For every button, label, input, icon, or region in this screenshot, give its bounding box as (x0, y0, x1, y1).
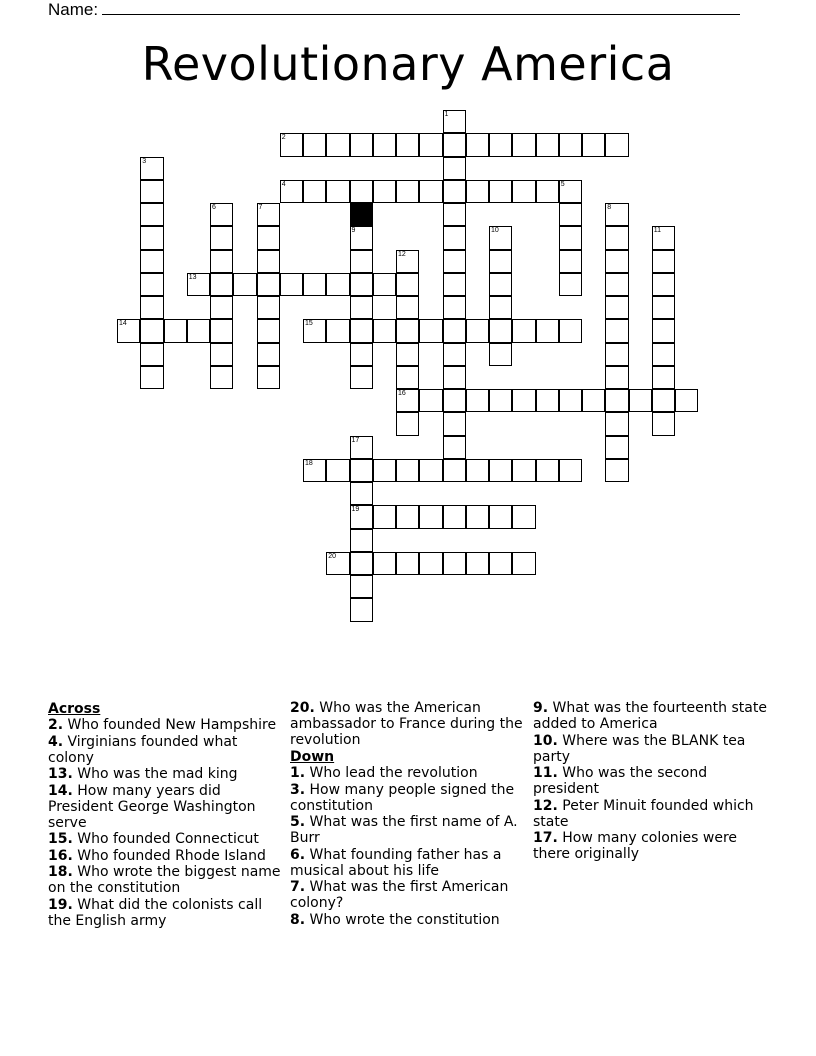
crossword-cell[interactable] (419, 389, 442, 412)
clue-number: 15. (48, 831, 73, 847)
crossword-cell[interactable] (559, 203, 582, 226)
crossword-cell[interactable] (652, 389, 675, 412)
crossword-cell[interactable] (536, 389, 559, 412)
crossword-cell[interactable] (489, 552, 512, 575)
crossword-cell[interactable] (326, 552, 349, 575)
clue-text: 13. Who was the mad king (48, 766, 238, 782)
crossword-cell[interactable] (396, 505, 419, 528)
clue-text: 14. How many years did President George Washington serve (48, 782, 256, 831)
clue-number: 18. (48, 864, 73, 880)
crossword-cell[interactable] (489, 273, 512, 296)
clue-number: 20 (328, 552, 337, 560)
crossword-cell[interactable] (489, 319, 512, 342)
crossword-cell[interactable] (489, 133, 512, 156)
crossword-cell[interactable] (419, 505, 442, 528)
crossword-cell[interactable] (489, 180, 512, 203)
crossword-cell[interactable] (350, 180, 373, 203)
clue-text: 15. Who founded Connecticut (48, 831, 259, 847)
crossword-cell[interactable] (210, 366, 233, 389)
crossword-cell[interactable] (605, 250, 628, 273)
crossword-cell[interactable] (443, 133, 466, 156)
crossword-cell[interactable] (373, 319, 396, 342)
crossword-cell[interactable] (396, 366, 419, 389)
crossword-cell[interactable] (512, 180, 535, 203)
clues-column-3 (533, 700, 768, 863)
clue-number: 5. (290, 814, 306, 830)
crossword-cell[interactable] (373, 273, 396, 296)
crossword-cell[interactable] (652, 319, 675, 342)
crossword-cell[interactable] (605, 296, 628, 319)
crossword-cell[interactable] (373, 459, 396, 482)
clue-number: 9. (533, 700, 549, 716)
crossword-cell[interactable] (350, 296, 373, 319)
clue-text: 12. Peter Minuit founded which state (533, 797, 754, 830)
crossword-cell[interactable] (512, 319, 535, 342)
crossword-cell[interactable] (559, 133, 582, 156)
crossword-cell[interactable] (466, 319, 489, 342)
crossword-cell[interactable] (559, 180, 582, 203)
crossword-cell[interactable] (280, 273, 303, 296)
crossword-cell[interactable] (443, 250, 466, 273)
clue-number: 19 (351, 506, 360, 514)
crossword-cell[interactable] (350, 552, 373, 575)
crossword-cell[interactable] (652, 226, 675, 249)
crossword-cell[interactable] (443, 203, 466, 226)
clue-text: 8. Who wrote the constitution (290, 911, 500, 928)
clue-text: 3. How many people signed the constitution (290, 781, 515, 814)
clues-column-2 (290, 700, 525, 928)
clue-number: 16. (48, 847, 73, 864)
crossword-cell[interactable] (373, 133, 396, 156)
crossword-cell[interactable] (326, 133, 349, 156)
crossword-cell[interactable] (652, 250, 675, 273)
crossword-cell[interactable] (443, 226, 466, 249)
crossword-cell[interactable] (210, 203, 233, 226)
crossword-cell[interactable] (396, 296, 419, 319)
crossword-cell[interactable] (443, 505, 466, 528)
crossword-cell[interactable] (350, 343, 373, 366)
clue-number: 17. (533, 830, 558, 846)
crossword-cell[interactable] (443, 459, 466, 482)
crossword-cell[interactable] (396, 133, 419, 156)
crossword-cell[interactable] (443, 389, 466, 412)
crossword-cell[interactable] (187, 273, 210, 296)
crossword-cell[interactable] (443, 273, 466, 296)
crossword-cell[interactable] (350, 598, 373, 621)
clue-text: 7. What was the first American colony? (290, 879, 509, 911)
crossword-cell[interactable] (350, 436, 373, 459)
clue-number: 12. (533, 797, 558, 814)
crossword-cell[interactable] (512, 133, 535, 156)
clue-text: 2. Who founded New Hampshire (48, 717, 277, 733)
crossword-cell[interactable] (350, 273, 373, 296)
crossword-cell[interactable] (140, 343, 163, 366)
crossword-cell[interactable] (652, 412, 675, 435)
crossword-cell[interactable] (326, 180, 349, 203)
clue-section-heading: Down (290, 749, 335, 765)
crossword-cell[interactable] (257, 366, 280, 389)
crossword-cell[interactable] (675, 389, 698, 412)
crossword-cell[interactable] (559, 319, 582, 342)
crossword-cell[interactable] (605, 412, 628, 435)
crossword-cell[interactable] (257, 343, 280, 366)
clue-number: 6 (212, 204, 216, 211)
clue-text: 9. What was the fourteenth state added to America (533, 700, 767, 732)
crossword-cell[interactable] (466, 552, 489, 575)
crossword-cell[interactable] (396, 389, 419, 412)
black-square (350, 203, 373, 226)
crossword-cell[interactable] (489, 296, 512, 319)
crossword-cell[interactable] (489, 389, 512, 412)
crossword-cell[interactable] (233, 273, 256, 296)
crossword-cell[interactable] (419, 319, 442, 342)
crossword-cell[interactable] (605, 366, 628, 389)
crossword-cell[interactable] (629, 389, 652, 412)
name-label: Name: (48, 0, 99, 19)
crossword-cell[interactable] (466, 505, 489, 528)
clue-number: 18 (305, 459, 313, 467)
crossword-cell[interactable] (466, 180, 489, 203)
crossword-cell[interactable] (303, 273, 326, 296)
crossword-cell[interactable] (605, 389, 628, 412)
crossword-cell[interactable] (443, 180, 466, 203)
clue-text: 1. Who lead the revolution (290, 765, 478, 781)
crossword-cell[interactable] (605, 226, 628, 249)
crossword-cell[interactable] (303, 133, 326, 156)
crossword-cell[interactable] (443, 319, 466, 342)
clue-number: 20. (290, 700, 315, 716)
crossword-cell[interactable] (419, 552, 442, 575)
clue-number: 1. (290, 765, 306, 781)
clue-section-heading: Across (48, 701, 101, 717)
crossword-cell[interactable] (559, 459, 582, 482)
crossword-cell[interactable] (210, 319, 233, 342)
crossword-cell[interactable] (559, 273, 582, 296)
crossword-cell[interactable] (582, 389, 605, 412)
clue-number: 16 (398, 390, 406, 397)
clue-text: 20. Who was the American ambassador to France during the revolution (290, 700, 523, 748)
crossword-cell[interactable] (350, 133, 373, 156)
crossword-cell[interactable] (210, 273, 233, 296)
crossword-cell[interactable] (489, 459, 512, 482)
clue-text: 11. Who was the second president (533, 765, 708, 797)
clue-text: 10. Where was the BLANK tea party (533, 732, 746, 765)
crossword-cell[interactable] (257, 226, 280, 249)
crossword-cell[interactable] (605, 203, 628, 226)
crossword-cell[interactable] (303, 319, 326, 342)
crossword-cell[interactable] (303, 180, 326, 203)
crossword-cell[interactable] (117, 319, 140, 342)
clue-number: 10 (491, 227, 499, 235)
crossword-cell[interactable] (536, 180, 559, 203)
clue-number: 13 (188, 273, 197, 281)
clue-number: 12 (398, 250, 406, 258)
crossword-cell[interactable] (559, 389, 582, 412)
crossword-cell[interactable] (210, 343, 233, 366)
clue-text: 4. Virginians founded what colony (48, 733, 238, 766)
crossword-cell[interactable] (396, 412, 419, 435)
crossword-cell[interactable] (280, 133, 303, 156)
crossword-cell[interactable] (489, 226, 512, 249)
crossword-cell[interactable] (350, 482, 373, 505)
crossword-cell[interactable] (536, 133, 559, 156)
clue-number: 11 (653, 227, 662, 235)
crossword-cell[interactable] (326, 459, 349, 482)
crossword-cell[interactable] (605, 459, 628, 482)
crossword-cell[interactable] (140, 203, 163, 226)
crossword-cell[interactable] (350, 250, 373, 273)
clue-number: 15 (305, 320, 313, 328)
crossword-cell[interactable] (210, 250, 233, 273)
clue-number: 4 (281, 180, 286, 188)
crossword-cell[interactable] (210, 226, 233, 249)
clue-number: 10. (533, 732, 558, 749)
crossword-cell[interactable] (257, 319, 280, 342)
crossword-cell[interactable] (257, 296, 280, 319)
clue-number: 8. (290, 911, 306, 928)
crossword-cell[interactable] (140, 296, 163, 319)
crossword-cell[interactable] (605, 436, 628, 459)
clue-text: 18. Who wrote the biggest name on the constitution (48, 864, 281, 896)
crossword-cell[interactable] (419, 133, 442, 156)
crossword-cell[interactable] (489, 250, 512, 273)
crossword-cell[interactable] (350, 529, 373, 552)
clue-number: 11. (533, 765, 558, 781)
clue-number: 14. (48, 782, 73, 799)
clue-number: 17 (351, 436, 360, 444)
crossword-cell[interactable] (396, 319, 419, 342)
crossword-cell[interactable] (396, 459, 419, 482)
crossword-cell[interactable] (210, 296, 233, 319)
crossword-cell[interactable] (373, 552, 396, 575)
crossword-cell[interactable] (419, 180, 442, 203)
clues-column-1 (48, 700, 283, 929)
crossword-cell[interactable] (350, 366, 373, 389)
crossword-cell[interactable] (280, 180, 303, 203)
crossword-cell[interactable] (396, 552, 419, 575)
crossword-cell[interactable] (187, 319, 210, 342)
crossword-cell[interactable] (350, 226, 373, 249)
crossword-cell[interactable] (140, 366, 163, 389)
crossword-cell[interactable] (582, 133, 605, 156)
crossword-cell[interactable] (512, 552, 535, 575)
crossword-cell[interactable] (140, 226, 163, 249)
crossword-cell[interactable] (140, 180, 163, 203)
crossword-cell[interactable] (326, 273, 349, 296)
crossword-cell[interactable] (350, 575, 373, 598)
crossword-cell[interactable] (489, 343, 512, 366)
crossword-cell[interactable] (605, 343, 628, 366)
clue-number: 9 (351, 227, 356, 235)
crossword-cell[interactable] (652, 366, 675, 389)
crossword-cell[interactable] (443, 436, 466, 459)
crossword-cell[interactable] (443, 343, 466, 366)
crossword-cell[interactable] (536, 459, 559, 482)
crossword-cell[interactable] (396, 273, 419, 296)
crossword-cell[interactable] (257, 250, 280, 273)
clue-number: 3. (290, 781, 306, 798)
crossword-cell[interactable] (140, 157, 163, 180)
crossword-cell[interactable] (396, 343, 419, 366)
crossword-cell[interactable] (140, 273, 163, 296)
crossword-cell[interactable] (605, 319, 628, 342)
crossword-cell[interactable] (559, 226, 582, 249)
clue-number: 8 (607, 204, 612, 211)
crossword-cell[interactable] (303, 459, 326, 482)
clue-text: 17. How many colonies were there originally (533, 830, 738, 862)
clue-number: 2 (281, 134, 286, 142)
crossword-cell[interactable] (605, 273, 628, 296)
clue-number: 3 (142, 157, 147, 165)
crossword-cell[interactable] (466, 389, 489, 412)
crossword-cell[interactable] (512, 505, 535, 528)
crossword-cell[interactable] (652, 343, 675, 366)
clue-number: 19. (48, 896, 73, 913)
crossword-cell[interactable] (350, 505, 373, 528)
crossword-cell[interactable] (512, 459, 535, 482)
crossword-cell[interactable] (489, 505, 512, 528)
crossword-cell[interactable] (257, 273, 280, 296)
crossword-cell[interactable] (326, 319, 349, 342)
clue-text: 5. What was the first name of A. Burr (290, 814, 518, 846)
crossword-cell[interactable] (443, 552, 466, 575)
clue-number: 7 (258, 204, 263, 211)
clue-number: 2. (48, 717, 64, 733)
crossword-cell[interactable] (605, 133, 628, 156)
crossword-cell[interactable] (350, 319, 373, 342)
clue-number: 4. (48, 733, 64, 750)
crossword-cell[interactable] (559, 250, 582, 273)
crossword-cell[interactable] (257, 203, 280, 226)
crossword-cell[interactable] (350, 459, 373, 482)
crossword-cell[interactable] (140, 250, 163, 273)
page-title: Revolutionary America (141, 37, 675, 91)
crossword-cell[interactable] (652, 296, 675, 319)
clue-number: 13. (48, 766, 73, 782)
clue-number: 1 (444, 111, 449, 118)
crossword-cell[interactable] (140, 319, 163, 342)
crossword-cell[interactable] (396, 180, 419, 203)
crossword-cell[interactable] (443, 157, 466, 180)
crossword-cell[interactable] (419, 459, 442, 482)
crossword-cell[interactable] (466, 133, 489, 156)
clue-number: 7. (290, 879, 306, 895)
crossword-cell[interactable] (443, 110, 466, 133)
crossword-cell[interactable] (443, 412, 466, 435)
clue-text: 19. What did the colonists call the English army (48, 896, 263, 929)
crossword-cell[interactable] (466, 459, 489, 482)
crossword-cell[interactable] (373, 505, 396, 528)
crossword-cell[interactable] (536, 319, 559, 342)
crossword-cell[interactable] (373, 180, 396, 203)
clue-text: 6. What founding father has a musical about his life (290, 846, 502, 879)
clue-number: 6. (290, 846, 306, 863)
clue-number: 14 (119, 320, 127, 328)
crossword-cell[interactable] (512, 389, 535, 412)
crossword-cell[interactable] (652, 273, 675, 296)
crossword-cell[interactable] (443, 296, 466, 319)
clue-text: 16. Who founded Rhode Island (48, 847, 266, 864)
crossword-cell[interactable] (164, 319, 187, 342)
clue-number: 5 (560, 180, 565, 188)
crossword-cell[interactable] (443, 366, 466, 389)
crossword-cell[interactable] (396, 250, 419, 273)
